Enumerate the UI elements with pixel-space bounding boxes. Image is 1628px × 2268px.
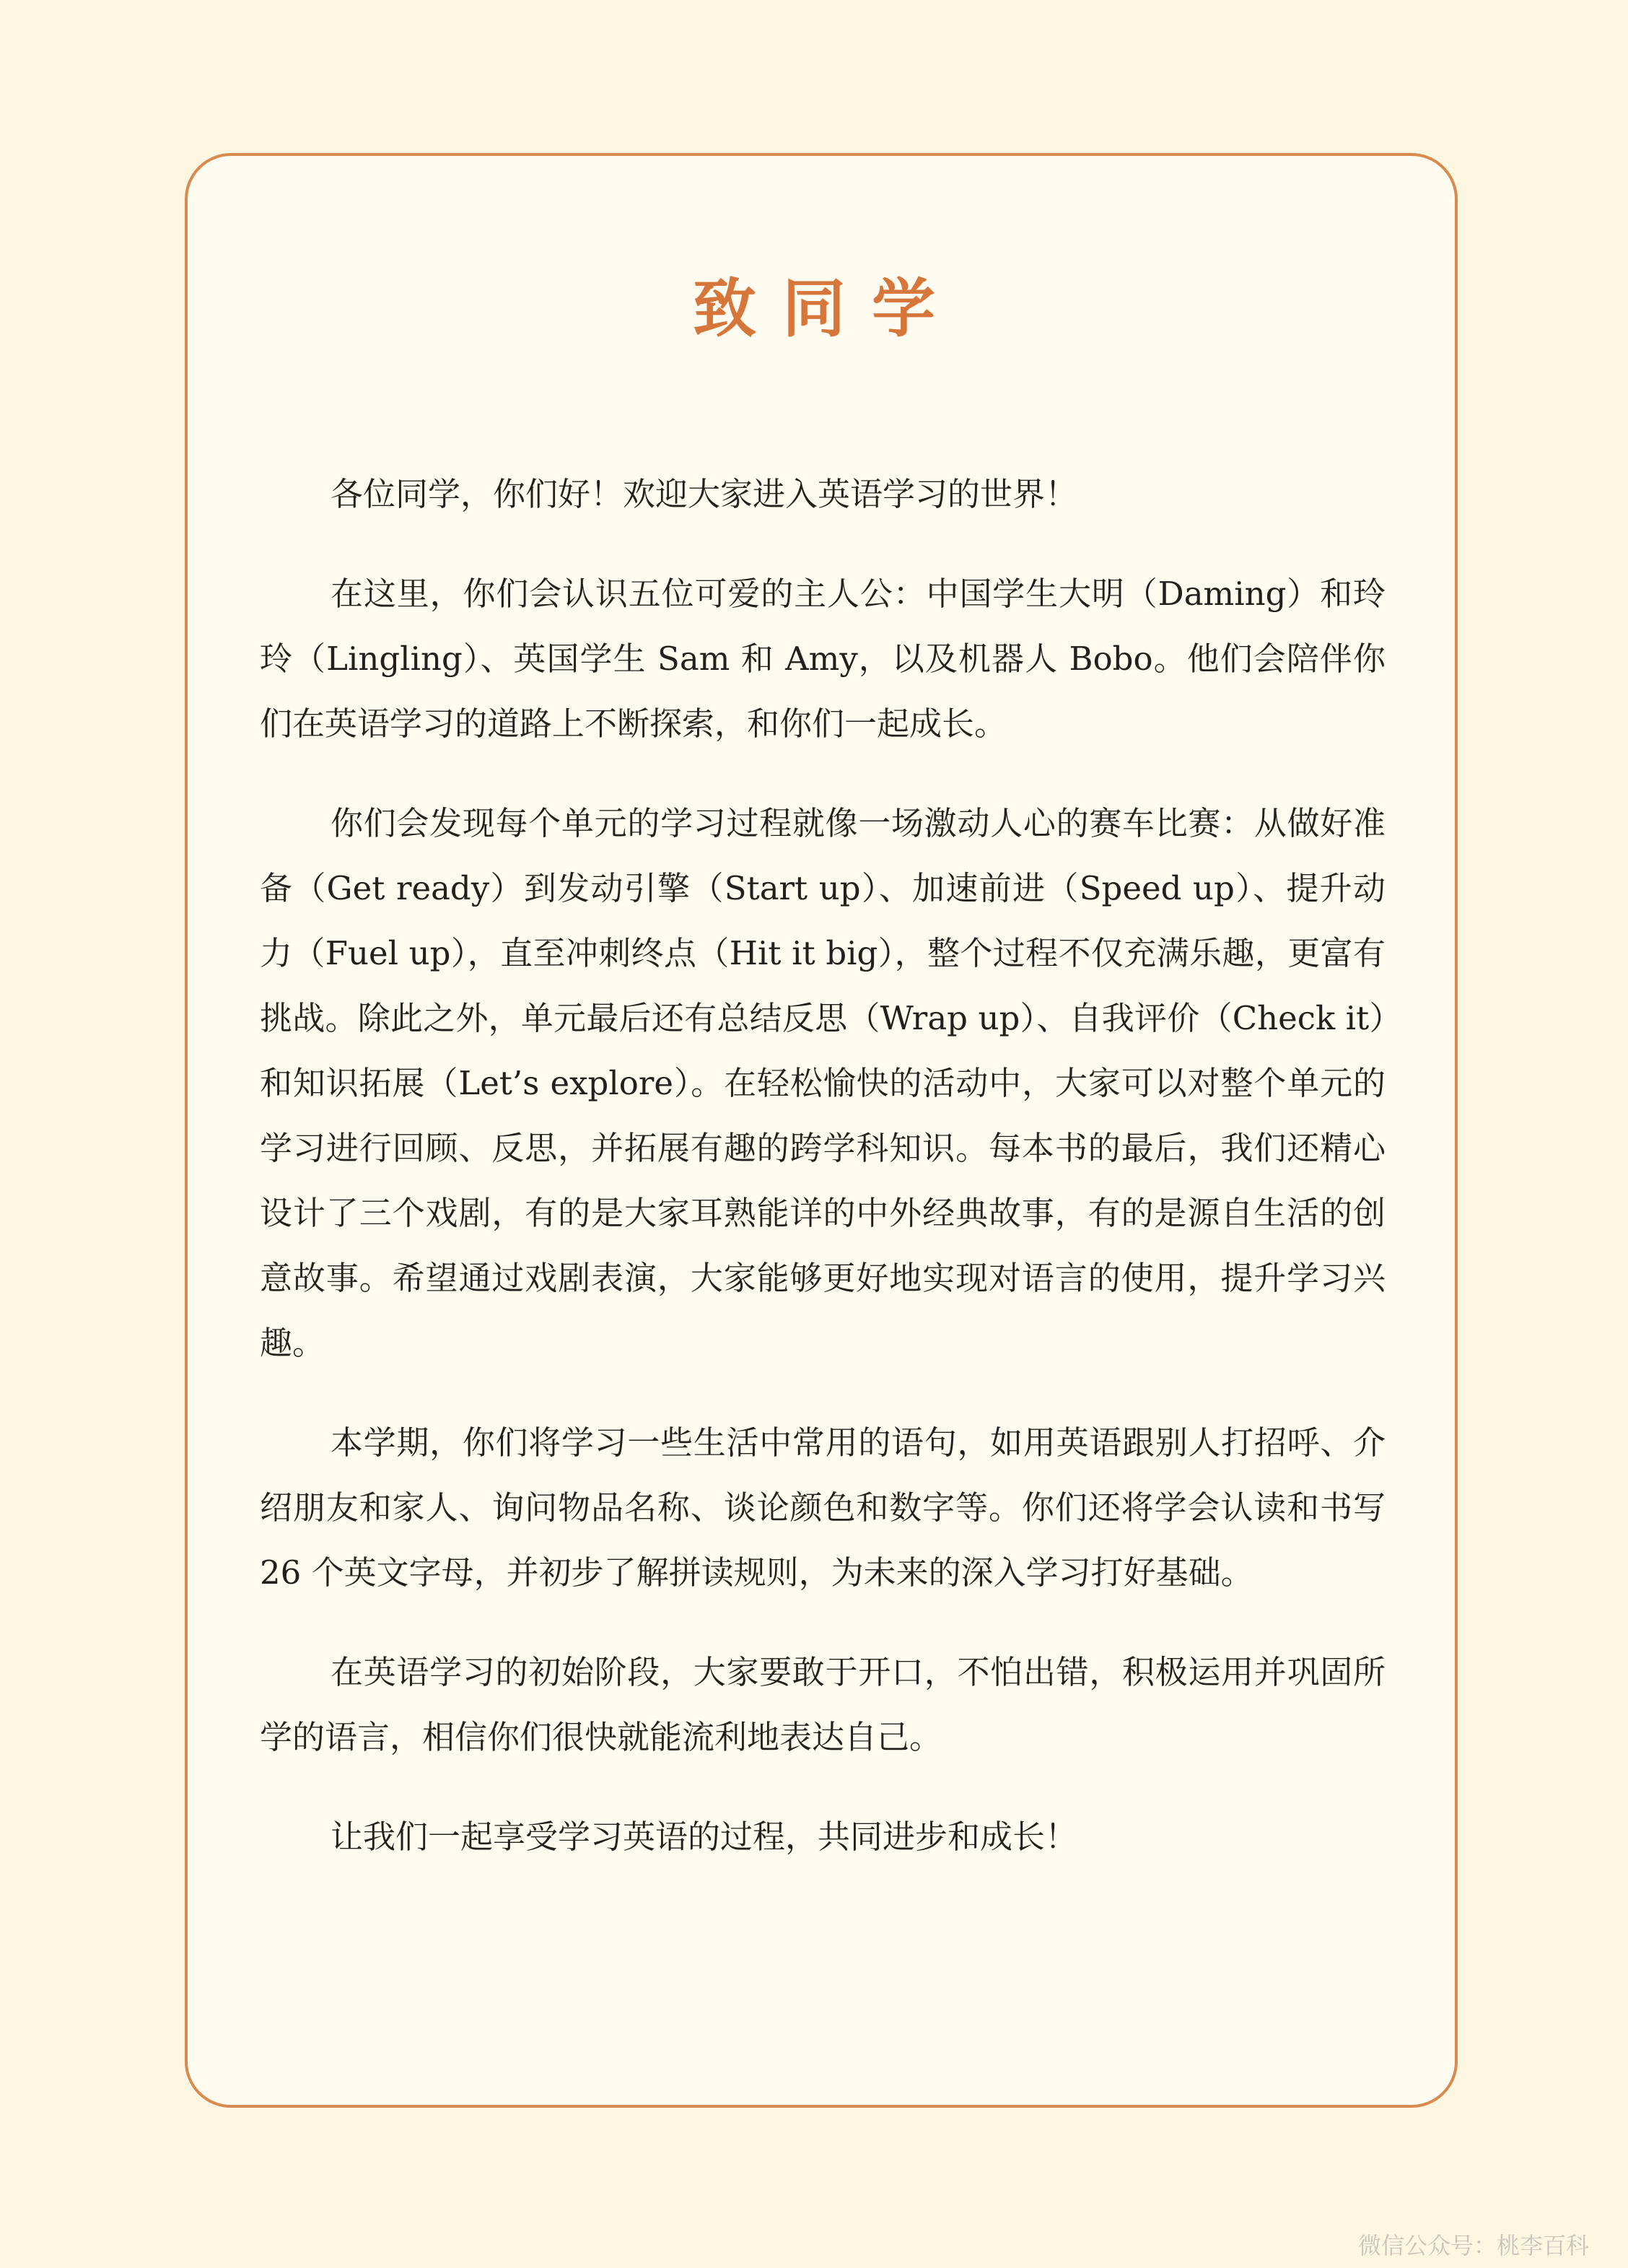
paragraph-characters: 在这里，你们会认识五位可爱的主人公：中国学生大明（Daming）和玲玲（Lingling）、英国学生 Sam 和 Amy，以及机器人 Bobo。他们会陪伴你们在英语学习的道路上不断探索，和你们一起成长。 (260, 575, 1386, 743)
paragraph-closing: 让我们一起享受学习英语的过程，共同进步和成长！ (331, 1818, 1078, 1856)
watermark-text: 微信公众号：桃李百科 (1357, 2232, 1589, 2259)
paragraph-unit-structure: 你们会发现每个单元的学习过程就像一场激动人心的赛车比赛：从做好准备（Get ready）到发动引擎（Start up）、加速前进（Speed up）、提升动力（Fuel up），直至冲刺终点（Hit it big），整个过程不仅充满乐趣，更富有挑战。除此之外，单元最后还有总结反思（Wrap up）、自我评价（Check it）和知识拓展（Let’s explore）。在轻松愉快的活动中，大家可以对整个单元的学习进行回顾、反思，并拓展有趣的跨学科知识。每本书的最后，我们还精心设计了三个戏剧，有的是大家耳熟能详的中外经典故事，有的是源自生活的创意故事。希望通过戏剧表演，大家能够更好地实现对语言的使用，提升学习兴趣。 (260, 804, 1386, 1362)
page-title: 致同学 (692, 271, 961, 346)
paragraph-encouragement: 在英语学习的初始阶段，大家要敢于开口，不怕出错，积极运用并巩固所学的语言，相信你们很快就能流利地表达自己。 (260, 1653, 1386, 1756)
paragraph-semester-goals: 本学期，你们将学习一些生活中常用的语句，如用英语跟别人打招呼、介绍朋友和家人、询问物品名称、谈论颜色和数字等。你们还将学会认读和书写 26 个英文字母，并初步了解拼读规则，为未来的深入学习打好基础。 (260, 1423, 1386, 1592)
paragraph-greeting: 各位同学，你们好！欢迎大家进入英语学习的世界！ (331, 475, 1078, 513)
letter-body (260, 462, 1386, 1904)
